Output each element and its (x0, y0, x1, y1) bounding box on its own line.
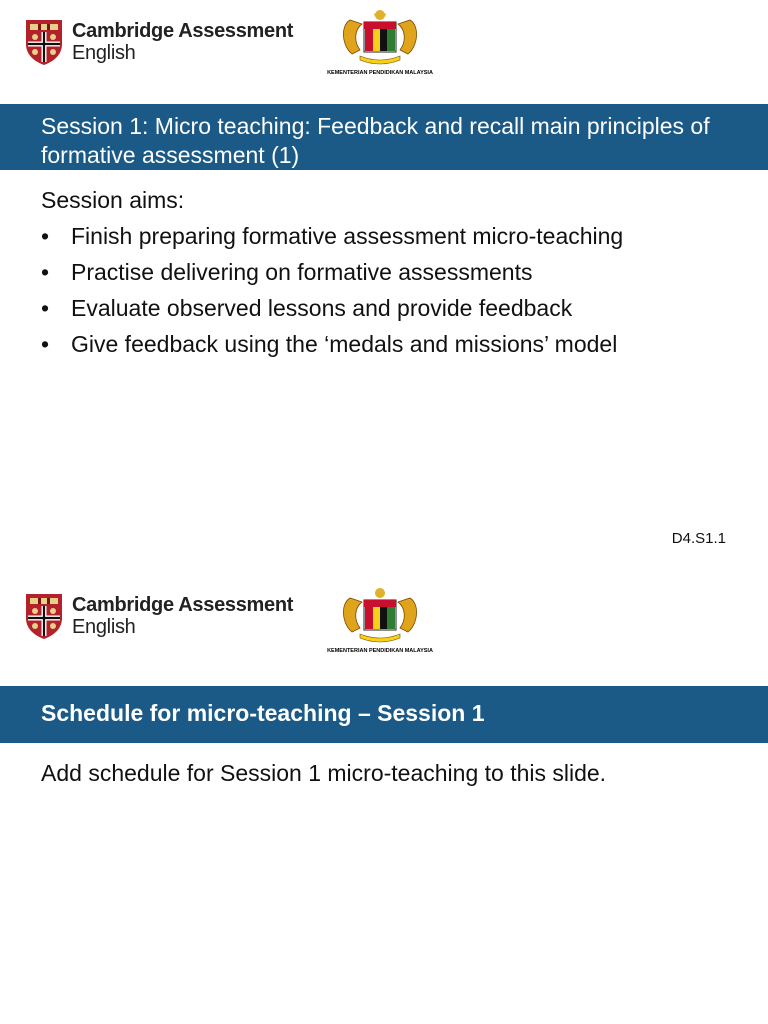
aim-text: Evaluate observed lessons and provide feedback (71, 295, 573, 321)
cambridge-logo-line2: English (72, 616, 136, 638)
list-item (41, 218, 623, 254)
list-item (41, 326, 623, 362)
slide-2 (0, 578, 768, 1024)
slide-title: Session 1: Micro teaching: Feedback and recall main principles of formative assessment (1) (41, 113, 710, 168)
cambridge-logo-line2: English (72, 42, 136, 64)
cambridge-logo (24, 592, 293, 640)
cambridge-shield-icon (24, 592, 64, 640)
aims-list (41, 218, 623, 362)
session-aims (41, 184, 623, 362)
slide-code: D4.S1.1 (671, 530, 726, 547)
session-aims-title: Session aims: (41, 187, 185, 213)
slide-header (0, 104, 768, 170)
aim-text: Practise delivering on formative assessments (71, 259, 533, 285)
slide-body-text: Add schedule for Session 1 micro-teaching to this slide. (41, 760, 607, 786)
bullet-icon: • (41, 295, 50, 321)
list-item (41, 290, 623, 326)
slide-header (0, 686, 768, 743)
slide-title: Schedule for micro-teaching – Session 1 (41, 700, 485, 726)
aim-text: Finish preparing formative assessment micro-teaching (71, 223, 624, 249)
bullet-icon: • (41, 259, 50, 285)
aim-text: Give feedback using the ‘medals and missions’ model (71, 331, 618, 357)
malaysia-coat-of-arms-icon (330, 584, 430, 646)
cambridge-logo (24, 18, 293, 66)
kpm-logo (305, 584, 455, 654)
malaysia-coat-of-arms-icon (330, 6, 430, 68)
bullet-icon: • (41, 223, 50, 249)
list-item (41, 254, 623, 290)
bullet-icon: • (41, 331, 50, 357)
cambridge-shield-icon (24, 18, 64, 66)
cambridge-logo-line1: Cambridge Assessment (72, 20, 294, 42)
kpm-logo (305, 6, 455, 76)
kpm-logo-label: KEMENTERIAN PENDIDIKAN MALAYSIA (327, 648, 433, 654)
cambridge-logo-line1: Cambridge Assessment (72, 594, 294, 616)
kpm-logo-label: KEMENTERIAN PENDIDIKAN MALAYSIA (327, 70, 433, 76)
